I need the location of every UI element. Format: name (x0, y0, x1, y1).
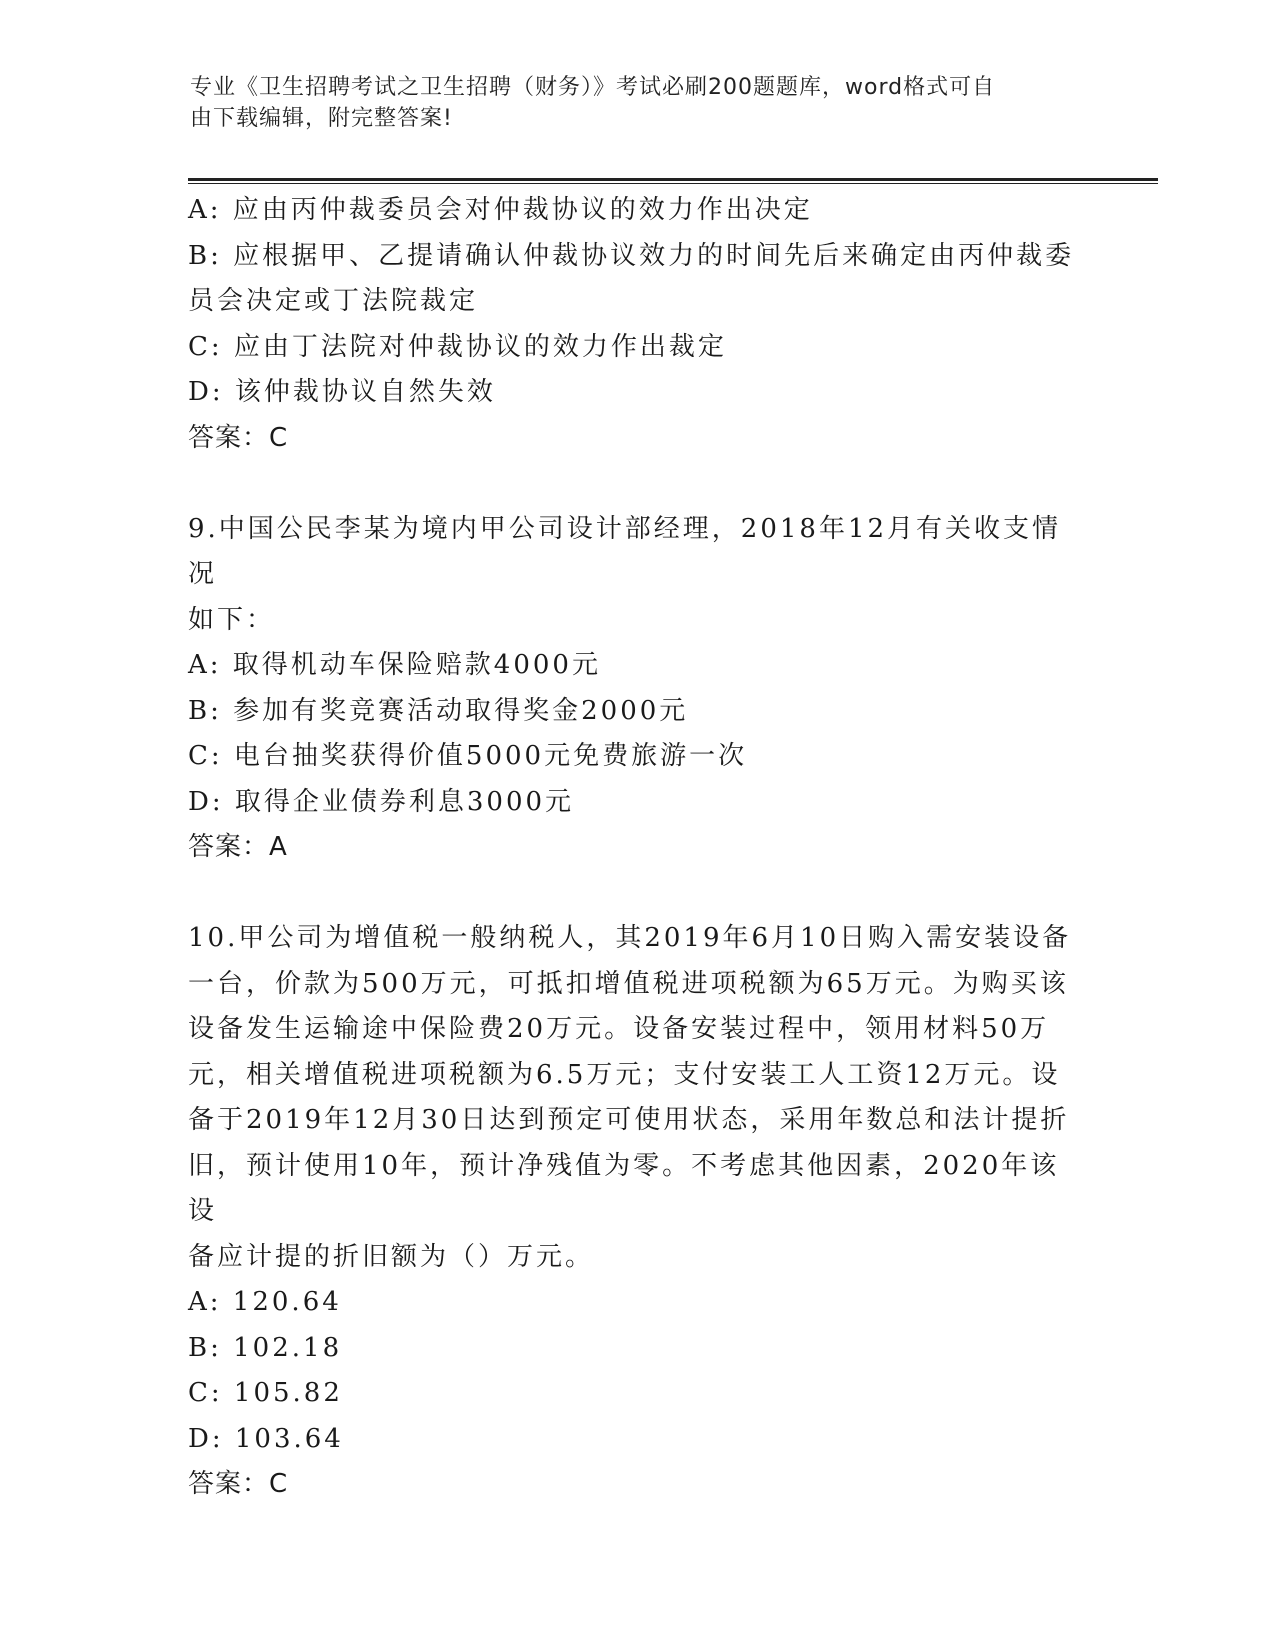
q9-option-c: C: 电台抽奖获得价值5000元免费旅游一次 (188, 741, 748, 771)
spacer (188, 461, 1088, 507)
q8-option-b-line-2: 员会决定或丁法院裁定 (188, 286, 479, 316)
header-title-line-2: 由下载编辑，附完整答案! (190, 106, 453, 131)
q9-option-b: B: 参加有奖竞赛活动取得奖金2000元 (188, 695, 689, 726)
q10-stem-line-4: 元，相关增值税进项税额为6.5万元；支付安装工人工资12万元。设 (188, 1059, 1061, 1090)
q9-option-a: A: 取得机动车保险赔款4000元 (188, 650, 601, 680)
q8-option-b-line-1: B: 应根据甲、乙提请确认仲裁协议效力的时间先后来确定由丙仲裁委 (188, 240, 1075, 271)
q10-stem-line-3: 设备发生运输途中保险费20万元。设备安装过程中，领用材料50万 (188, 1014, 1050, 1044)
header-divider-thin (188, 183, 1158, 184)
q10-answer: 答案：C (188, 1469, 289, 1499)
q8-option-d: D: 该仲裁协议自然失效 (188, 377, 496, 407)
header-title-line-1: 专业《卫生招聘考试之卫生招聘（财务）》考试必刷200题题库，word格式可自 (190, 75, 996, 100)
q8-option-a: A: 应由丙仲裁委员会对仲裁协议的效力作出决定 (188, 195, 813, 225)
q10-stem-line-7: 备应计提的折旧额为（）万元。 (188, 1241, 595, 1272)
q9-answer: 答案：A (188, 832, 288, 862)
spacer (188, 871, 1088, 917)
question-10 (188, 916, 1088, 1508)
q10-stem-line-2: 一台，价款为500万元，可抵扣增值税进项税额为65万元。为购买该 (188, 968, 1069, 999)
q9-stem-line-1: 9.中国公民李某为境内甲公司设计部经理，2018年12月有关收支情况 (188, 513, 1062, 589)
q8-answer: 答案：C (188, 422, 289, 453)
document-header (190, 72, 1070, 134)
q10-option-b: B: 102.18 (188, 1332, 343, 1363)
q10-option-d: D: 103.64 (188, 1423, 344, 1454)
q10-stem-line-5: 备于2019年12月30日达到预定可使用状态，采用年数总和法计提折 (188, 1105, 1070, 1135)
question-8 (188, 188, 1088, 461)
question-9 (188, 507, 1088, 871)
header-divider-thick (188, 178, 1158, 181)
question-content (188, 188, 1088, 1508)
q10-stem-line-1: 10.甲公司为增值税一般纳税人，其2019年6月10日购入需安装设备 (188, 923, 1072, 953)
q10-option-c: C: 105.82 (188, 1378, 343, 1408)
q10-stem-line-6: 旧，预计使用10年，预计净残值为零。不考虑其他因素，2020年该设 (188, 1150, 1060, 1226)
q8-option-c: C: 应由丁法院对仲裁协议的效力作出裁定 (188, 331, 727, 362)
q9-option-d: D: 取得企业债券利息3000元 (188, 786, 575, 817)
q9-stem-line-2: 如下： (188, 604, 276, 635)
q10-option-a: A: 120.64 (188, 1287, 342, 1317)
